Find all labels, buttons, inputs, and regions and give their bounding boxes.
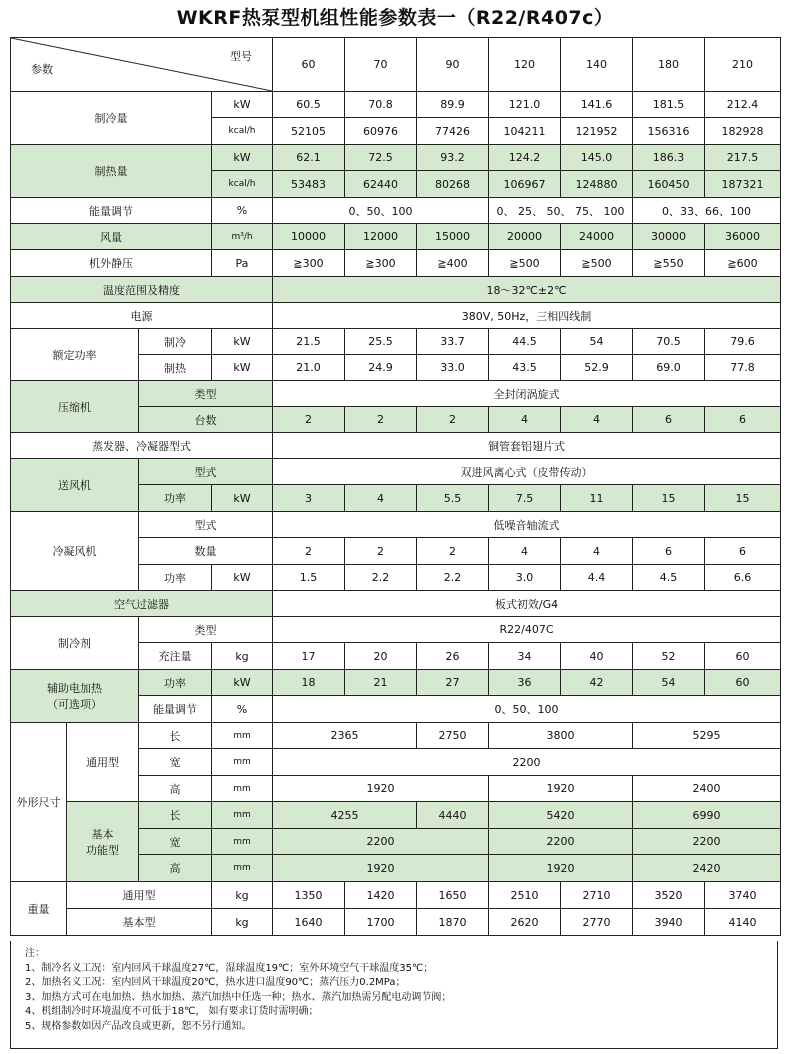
value-cell: 2.2 [345, 565, 417, 591]
exchanger-label: 蒸发器、冷凝器型式 [11, 433, 273, 459]
model-cell: 120 [489, 38, 561, 92]
sub-label: 基本型 [67, 909, 212, 936]
value-cell: ≧500 [489, 250, 561, 277]
value-cell: 43.5 [489, 355, 561, 381]
value-cell: 6 [705, 407, 781, 433]
value-cell: 42 [561, 670, 633, 696]
value-cell: ≧550 [633, 250, 705, 277]
temp-label: 温度范围及精度 [11, 277, 273, 303]
value-cell: 182928 [705, 118, 781, 145]
spec-table [10, 37, 781, 936]
model-cell: 90 [417, 38, 489, 92]
param-header-label: 参数 [31, 63, 53, 76]
value-cell: 70.8 [345, 92, 417, 118]
value-cell: 18 [273, 670, 345, 696]
rated-cool-row [11, 329, 781, 355]
refrigerant-type-row [11, 617, 781, 643]
value-cell: 145.0 [561, 145, 633, 171]
value-cell: 40 [561, 643, 633, 670]
header-row [11, 38, 781, 92]
value-cell: 124880 [561, 171, 633, 198]
value-cell: 52 [633, 643, 705, 670]
value-cell: 0、50、100 [273, 198, 489, 224]
notes-section [10, 941, 778, 1049]
unit-cell: Pa [212, 250, 273, 277]
supply-fan-label: 送风机 [11, 459, 139, 512]
sub-label: 长 [139, 802, 212, 829]
value-cell: 1920 [273, 776, 489, 802]
dim-basic-label-line2: 功能型 [86, 843, 119, 857]
value-cell: 2 [345, 538, 417, 565]
weight-basic-row [11, 909, 781, 936]
airflow-row [11, 224, 781, 250]
dim-basic-label [67, 802, 139, 882]
aux-heat-label-line1: 辅助电加热 [47, 682, 102, 695]
value-cell: 板式初效/G4 [273, 591, 781, 617]
value-cell: 3800 [489, 723, 633, 749]
value-cell: 2 [273, 538, 345, 565]
value-cell: 6 [705, 538, 781, 565]
temp-row [11, 277, 781, 303]
value-cell: 6990 [633, 802, 781, 829]
note-item: 5、规格参数如因产品改良或更新，恕不另行通知。 [25, 1020, 252, 1032]
value-cell: 121952 [561, 118, 633, 145]
sub-label: 制热 [139, 355, 212, 381]
unit-cell: kg [212, 909, 273, 936]
value-cell: ≧300 [273, 250, 345, 277]
value-cell: 181.5 [633, 92, 705, 118]
sub-label: 制冷 [139, 329, 212, 355]
dimensions-label: 外形尺寸 [11, 723, 67, 882]
value-cell: 20000 [489, 224, 561, 250]
power-supply-label: 电源 [11, 303, 273, 329]
value-cell: 3940 [633, 909, 705, 936]
unit-cell: m³/h [212, 224, 273, 250]
unit-cell: mm [212, 829, 273, 855]
value-cell: 12000 [345, 224, 417, 250]
page-title: WKRF热泵型机组性能参数表一（R22/R407c） [176, 7, 614, 29]
unit-cell: kW [212, 92, 273, 118]
notes-heading: 注： [25, 948, 45, 959]
unit-cell: kW [212, 485, 273, 512]
weight-std-row [11, 882, 781, 909]
value-cell: 低噪音轴流式 [273, 512, 781, 538]
value-cell: 212.4 [705, 92, 781, 118]
value-cell: 69.0 [633, 355, 705, 381]
compressor-type-row [11, 381, 781, 407]
value-cell: 62.1 [273, 145, 345, 171]
cooling-label: 制冷量 [11, 92, 212, 145]
value-cell: 60976 [345, 118, 417, 145]
value-cell: 187321 [705, 171, 781, 198]
unit-cell: kW [212, 329, 273, 355]
value-cell: 4 [489, 538, 561, 565]
note-item: 3、加热方式可在电加热、热水加热、蒸汽加热中任选一种；热水、蒸汽加热需另配电动调节阀； [25, 991, 452, 1003]
value-cell: 5.5 [417, 485, 489, 512]
sub-label: 数量 [139, 538, 273, 565]
capacity-row [11, 198, 781, 224]
sub-label: 通用型 [67, 882, 212, 909]
value-cell: 52.9 [561, 355, 633, 381]
value-cell: 1420 [345, 882, 417, 909]
value-cell: ≧600 [705, 250, 781, 277]
value-cell: 4440 [417, 802, 489, 829]
value-cell: 1870 [417, 909, 489, 936]
value-cell: 3.0 [489, 565, 561, 591]
unit-cell: kg [212, 643, 273, 670]
value-cell: 160450 [633, 171, 705, 198]
value-cell: 18～32℃±2℃ [273, 277, 781, 303]
sub-label: 功率 [139, 565, 212, 591]
value-cell: 44.5 [489, 329, 561, 355]
unit-cell: kW [212, 670, 273, 696]
value-cell: 4 [561, 407, 633, 433]
exchanger-row [11, 433, 781, 459]
value-cell: 3520 [633, 882, 705, 909]
value-cell: 70.5 [633, 329, 705, 355]
value-cell: 4 [561, 538, 633, 565]
capacity-label: 能量调节 [11, 198, 212, 224]
value-cell: 156316 [633, 118, 705, 145]
value-cell: 2200 [489, 829, 633, 855]
value-cell: 1.5 [273, 565, 345, 591]
sub-label: 长 [139, 723, 212, 749]
sub-label: 能量调节 [139, 696, 212, 723]
value-cell: ≧300 [345, 250, 417, 277]
aux-heat-power-row [11, 670, 781, 696]
value-cell: 1640 [273, 909, 345, 936]
value-cell: 17 [273, 643, 345, 670]
value-cell: 4255 [273, 802, 417, 829]
value-cell: 60 [705, 670, 781, 696]
model-cell: 70 [345, 38, 417, 92]
value-cell: 121.0 [489, 92, 561, 118]
value-cell: 3 [273, 485, 345, 512]
unit-cell: kW [212, 565, 273, 591]
value-cell: ≧400 [417, 250, 489, 277]
value-cell: 21.5 [273, 329, 345, 355]
value-cell: 2 [417, 538, 489, 565]
value-cell: 33.7 [417, 329, 489, 355]
compressor-label: 压缩机 [11, 381, 139, 433]
value-cell: 1920 [273, 855, 489, 882]
value-cell: 106967 [489, 171, 561, 198]
value-cell: 2710 [561, 882, 633, 909]
value-cell: 1650 [417, 882, 489, 909]
value-cell: 4.5 [633, 565, 705, 591]
value-cell: 0、 25、 50、 75、 100 [489, 198, 633, 224]
value-cell: 380V, 50Hz，三相四线制 [273, 303, 781, 329]
sub-label: 功率 [139, 485, 212, 512]
value-cell: 6.6 [705, 565, 781, 591]
value-cell: 53483 [273, 171, 345, 198]
model-cell: 210 [705, 38, 781, 92]
value-cell: 62440 [345, 171, 417, 198]
value-cell: 27 [417, 670, 489, 696]
value-cell: 89.9 [417, 92, 489, 118]
value-cell: 2.2 [417, 565, 489, 591]
value-cell: 4.4 [561, 565, 633, 591]
value-cell: 铜管套铝翅片式 [273, 433, 781, 459]
unit-cell: % [212, 198, 273, 224]
unit-cell: mm [212, 855, 273, 882]
aux-heat-label-line2: （可选项） [47, 698, 102, 711]
value-cell: 15 [633, 485, 705, 512]
value-cell: 80268 [417, 171, 489, 198]
power-supply-row [11, 303, 781, 329]
dim-basic-label-line1: 基本 [91, 827, 114, 841]
value-cell: 104211 [489, 118, 561, 145]
cond-fan-label: 冷凝风机 [11, 512, 139, 591]
model-cell: 60 [273, 38, 345, 92]
model-cell: 140 [561, 38, 633, 92]
unit-cell: kcal/h [212, 118, 273, 145]
value-cell: 2 [345, 407, 417, 433]
value-cell: 5295 [633, 723, 781, 749]
filter-label: 空气过滤器 [11, 591, 273, 617]
value-cell: 2770 [561, 909, 633, 936]
value-cell: 1700 [345, 909, 417, 936]
value-cell: 4 [345, 485, 417, 512]
value-cell: 6 [633, 407, 705, 433]
value-cell: 2510 [489, 882, 561, 909]
note-item: 4、机组制冷时环境温度不可低于18℃， 如有要求订货时需明确； [25, 1006, 319, 1017]
dim-std-label: 通用型 [67, 723, 139, 802]
value-cell: 20 [345, 643, 417, 670]
value-cell: 217.5 [705, 145, 781, 171]
sub-label: 型式 [139, 512, 273, 538]
dim-basic-l-row [11, 802, 781, 829]
value-cell: 34 [489, 643, 561, 670]
value-cell: 2400 [633, 776, 781, 802]
supply-fan-type-row [11, 459, 781, 485]
value-cell: 2750 [417, 723, 489, 749]
value-cell: 0、50、100 [273, 696, 781, 723]
note-item: 1、制冷名义工况：室内回风干球温度27℃，湿球温度19℃；室外环境空气干球温度35℃； [25, 962, 434, 974]
sub-label: 功率 [139, 670, 212, 696]
unit-cell: kcal/h [212, 171, 273, 198]
value-cell: 1350 [273, 882, 345, 909]
value-cell: 0、33、66、100 [633, 198, 781, 224]
sub-label: 类型 [139, 617, 273, 643]
value-cell: ≧500 [561, 250, 633, 277]
value-cell: 93.2 [417, 145, 489, 171]
aux-heat-label [11, 670, 139, 723]
value-cell: 77426 [417, 118, 489, 145]
unit-cell: kg [212, 882, 273, 909]
heating-kw-row [11, 145, 781, 171]
weight-label: 重量 [11, 882, 67, 936]
rated-power-label: 额定功率 [11, 329, 139, 381]
value-cell: 60.5 [273, 92, 345, 118]
value-cell: 11 [561, 485, 633, 512]
value-cell: 21.0 [273, 355, 345, 381]
value-cell: 79.6 [705, 329, 781, 355]
value-cell: 33.0 [417, 355, 489, 381]
value-cell: 124.2 [489, 145, 561, 171]
value-cell: 15 [705, 485, 781, 512]
sub-label: 高 [139, 776, 212, 802]
unit-cell: mm [212, 802, 273, 829]
sub-label: 类型 [139, 381, 273, 407]
value-cell: 2200 [273, 749, 781, 776]
value-cell: 26 [417, 643, 489, 670]
cond-fan-type-row [11, 512, 781, 538]
refrigerant-label: 制冷剂 [11, 617, 139, 670]
value-cell: 186.3 [633, 145, 705, 171]
value-cell: 2620 [489, 909, 561, 936]
value-cell: 77.8 [705, 355, 781, 381]
value-cell: 4 [489, 407, 561, 433]
value-cell: 54 [561, 329, 633, 355]
value-cell: 双进风离心式（皮带传动） [273, 459, 781, 485]
value-cell: 10000 [273, 224, 345, 250]
unit-cell: mm [212, 776, 273, 802]
value-cell: 全封闭涡旋式 [273, 381, 781, 407]
value-cell: 36000 [705, 224, 781, 250]
value-cell: 36 [489, 670, 561, 696]
dim-std-l-row [11, 723, 781, 749]
sub-label: 型式 [139, 459, 273, 485]
value-cell: R22/407C [273, 617, 781, 643]
header-corner-cell [11, 38, 273, 92]
value-cell: 21 [345, 670, 417, 696]
value-cell: 2 [273, 407, 345, 433]
static-row [11, 250, 781, 277]
value-cell: 2200 [273, 829, 489, 855]
value-cell: 25.5 [345, 329, 417, 355]
value-cell: 72.5 [345, 145, 417, 171]
unit-cell: kW [212, 355, 273, 381]
value-cell: 3740 [705, 882, 781, 909]
value-cell: 4140 [705, 909, 781, 936]
value-cell: 5420 [489, 802, 633, 829]
value-cell: 15000 [417, 224, 489, 250]
sub-label: 高 [139, 855, 212, 882]
value-cell: 2365 [273, 723, 417, 749]
value-cell: 30000 [633, 224, 705, 250]
value-cell: 54 [633, 670, 705, 696]
filter-row [11, 591, 781, 617]
unit-cell: kW [212, 145, 273, 171]
heating-label: 制热量 [11, 145, 212, 198]
value-cell: 2 [417, 407, 489, 433]
value-cell: 1920 [489, 776, 633, 802]
value-cell: 141.6 [561, 92, 633, 118]
sub-label: 宽 [139, 749, 212, 776]
unit-cell: mm [212, 723, 273, 749]
model-cell: 180 [633, 38, 705, 92]
value-cell: 6 [633, 538, 705, 565]
sub-label: 宽 [139, 829, 212, 855]
value-cell: 24000 [561, 224, 633, 250]
note-item: 2、加热名义工况：室内回风干球温度20℃，热水进口温度90℃；蒸汽压力0.2MPa； [25, 977, 406, 988]
unit-cell: mm [212, 749, 273, 776]
value-cell: 1920 [489, 855, 633, 882]
sub-label: 台数 [139, 407, 273, 433]
value-cell: 24.9 [345, 355, 417, 381]
cooling-kw-row [11, 92, 781, 118]
value-cell: 52105 [273, 118, 345, 145]
static-label: 机外静压 [11, 250, 212, 277]
value-cell: 2200 [633, 829, 781, 855]
sub-label: 充注量 [139, 643, 212, 670]
value-cell: 60 [705, 643, 781, 670]
model-header-label: 型号 [230, 50, 252, 63]
airflow-label: 风量 [11, 224, 212, 250]
unit-cell: % [212, 696, 273, 723]
value-cell: 7.5 [489, 485, 561, 512]
value-cell: 2420 [633, 855, 781, 882]
